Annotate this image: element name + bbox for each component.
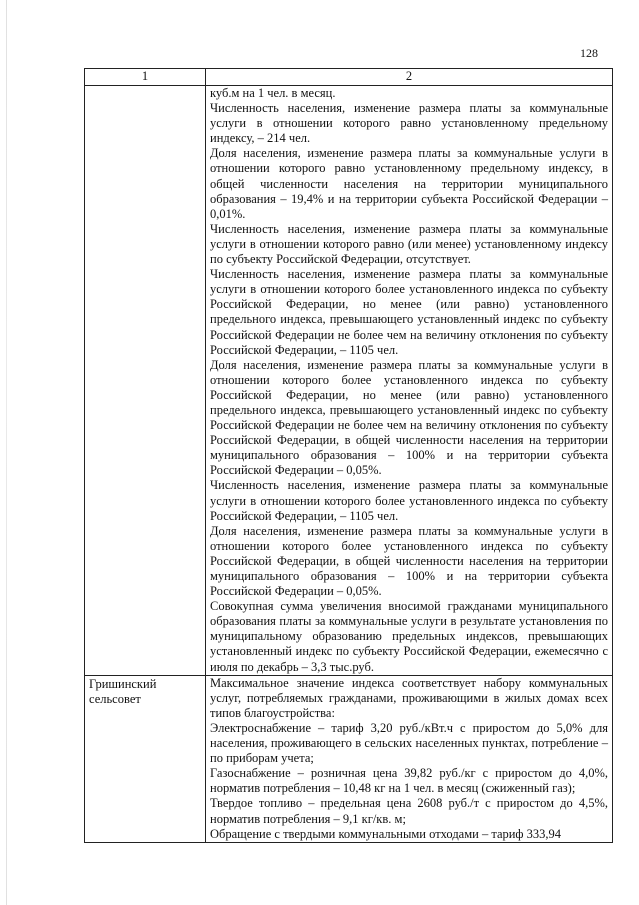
document-table [84, 68, 613, 843]
paragraph: Численность населения, изменение размера платы за коммунальные услуги в отношении которого равно установленному предельному индексу, – 214 чел. [210, 101, 608, 146]
table-row [85, 675, 613, 842]
paragraph: Численность населения, изменение размера платы за коммунальные услуги в отношении которого более установленного индекса по субъекту Российской Федерации, но менее (или равно) установленного предельного индекса, превышающего установленный индекс по субъекту Российской Федерации не более чем на величину отклонения по субъекту Российской Федерации, – 1105 чел. [210, 267, 608, 357]
page-number: 128 [580, 46, 598, 60]
paragraph: Обращение с твердыми коммунальными отходами – тариф 333,94 [210, 826, 562, 841]
paragraph: Численность населения, изменение размера платы за коммунальные услуги в отношении которого более установленного индекса по субъекту Российской Федерации, – 1105 чел. [210, 478, 608, 523]
paragraph: Численность населения, изменение размера платы за коммунальные услуги в отношении которого равно (или менее) установленному индексу по субъекту Российской Федерации, отсутствует. [210, 221, 608, 267]
paragraph: куб.м на 1 чел. в месяц. [210, 86, 336, 100]
paragraph: Доля населения, изменение размера платы за коммунальные услуги в отношении которого более установленного индекса по субъекту Российской Федерации, но менее (или равно) установленного предельного индекса, превышающего установленный индекс по субъекту Российской Федерации не более чем на величину отклонения по субъекту Российской Федерации, в общей численности населения на территории муниципального образования – 100% и на территории субъекта Российской Федерации – 0,05%. [210, 357, 608, 478]
column-header-2: 2 [206, 69, 613, 86]
paragraph: Газоснабжение – розничная цена 39,82 руб./кг с приростом до 4,0%, норматив потребления – 10,48 кг на 1 чел. в месяц (сжиженный газ); [210, 766, 608, 796]
paragraph: Доля населения, изменение размера платы за коммунальные услуги в отношении которого более установленного индекса по субъекту Российской Федерации, в общей численности населения на территории муниципального образования – 100% и на территории субъекта Российской Федерации – 0,05%. [210, 523, 608, 599]
column-header-1: 1 [85, 69, 206, 86]
municipality-name-cell [85, 86, 206, 676]
municipality-name-cell: Гришинский сельсовет [85, 675, 206, 842]
paragraph: Твердое топливо – предельная цена 2608 руб./т с приростом до 4,5%, норматив потребления – 9,1 кг/кв. м; [210, 796, 608, 826]
paragraph: Максимальное значение индекса соответствует набору коммунальных услуг, потребляемых гражданами, проживающими в жилых домах всех типов благоустройства: [210, 675, 608, 720]
header-row [85, 69, 613, 86]
description-cell [206, 86, 613, 676]
table-row [85, 86, 613, 676]
paragraph: Электроснабжение – тариф 3,20 руб./кВт.ч с приростом до 5,0% для населения, проживающего в сельских населенных пунктах, потребление – по приборам учета; [210, 720, 608, 766]
paragraph: Совокупная сумма увеличения вносимой гражданами муниципального образования платы за коммунальные услуги в результате установления по муниципальному образованию предельных индексов, превышающих установленный индекс по субъекту Российской Федерации, ежемесячно с июля по декабрь – 3,3 тыс.руб. [210, 599, 608, 674]
scan-edge [6, 0, 7, 905]
paragraph: Доля населения, изменение размера платы за коммунальные услуги в отношении которого равно установленному предельному индексу, в общей численности населения на территории муниципального образования – 19,4% и на территории субъекта Российской Федерации – 0,01%. [210, 146, 608, 221]
description-cell [206, 675, 613, 842]
